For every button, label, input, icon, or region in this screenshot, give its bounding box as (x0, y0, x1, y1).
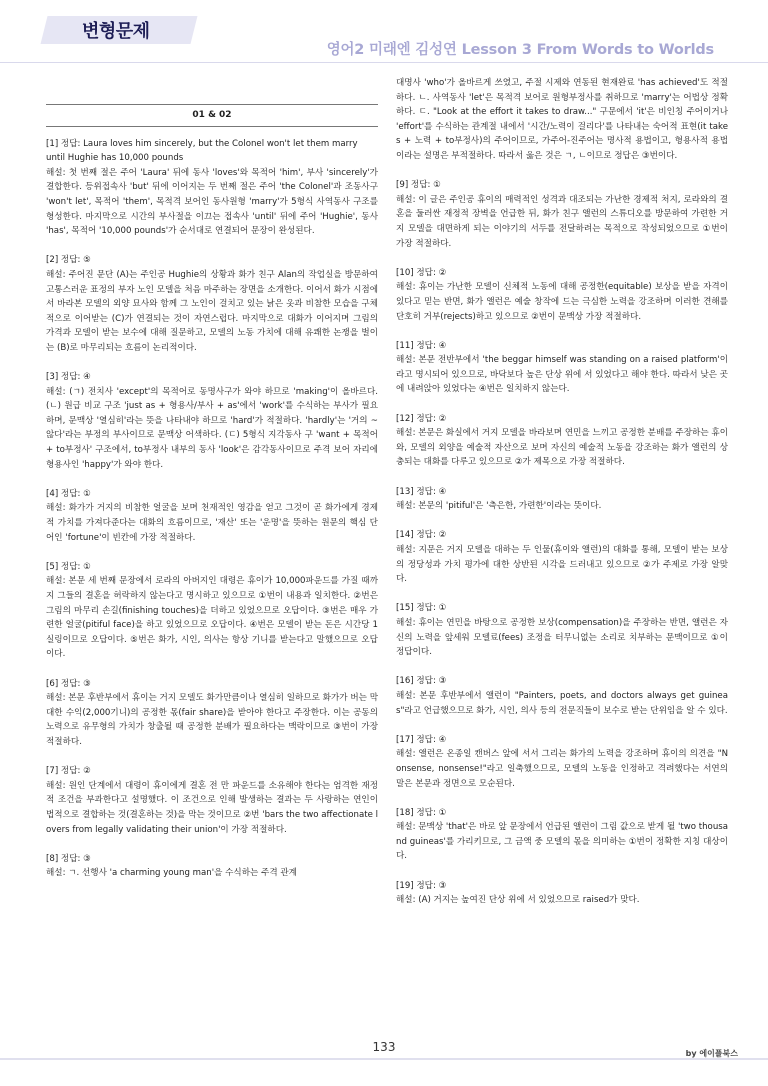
explanation-text: 해설: (A) 거지는 높여진 단상 위에 서 있었으므로 raised가 맞다. (396, 895, 640, 906)
explanation-text: 해설: 지문은 거지 모델을 대하는 두 인물(휴이와 앨런)의 대화를 통해, 모델이 받는 보상의 정당성과 가치 평가에 대한 상반된 시각을 드러내고 있으므로 ②가 주제로 가장 알맞다. (396, 545, 728, 585)
answer-text: [5] 정답: ① (46, 561, 91, 572)
answer-item (46, 560, 378, 662)
header-title: 영어2 미래엔 김성연 Lesson 3 From Words to Worlds (326, 42, 714, 58)
publisher-brand: by 에이플북스 (685, 1049, 738, 1058)
answer-list-left (46, 137, 378, 881)
explanation-text: 해설: 본문은 화실에서 거지 모델을 바라보며 연민을 느끼고 공정한 분배를 주장하는 휴이와, 모델의 외양을 예술적 자산으로 보며 자신의 예술적 노동을 강조하는 화가 앨런의 상충되는 대화를 다루고 있으므로 ②가 제목으로 가장 적절하다. (396, 428, 728, 468)
answer-text: [15] 정답: ① (396, 603, 447, 614)
continued-explanation (396, 76, 728, 164)
answer-text: [12] 정답: ② (396, 413, 447, 424)
header-band (0, 0, 768, 58)
answer-item (396, 485, 728, 514)
answer-text: [16] 정답: ③ (396, 676, 447, 687)
answer-text: [8] 정답: ③ (46, 853, 91, 864)
right-column (396, 76, 728, 922)
answer-item (396, 879, 728, 908)
explanation-text: 해설: 본문 전반부에서 'the beggar himself was standing on a raised platform'이라고 명시되어 있으므로, 바닥보다 높은 단상 위에 서 있었다고 해야 한다. 따라서 낮은 곳에 내려앉아 있었다는 ④번은 일치하지 않는다. (396, 355, 728, 395)
explanation-text: 해설: 본문 후반부에서 앨런이 "Painters, poets, and doctors always get guineas"라고 언급했으므로 화가, 시인, 의사 등의 전문직들이 보수로 받는 단위임을 알 수 있다. (396, 690, 728, 716)
answer-item (46, 137, 378, 239)
answer-item (46, 253, 378, 355)
answer-text: [9] 정답: ① (396, 180, 441, 191)
answer-item (396, 178, 728, 251)
answer-item (396, 339, 728, 397)
answer-text: [7] 정답: ② (46, 766, 91, 777)
answer-text: [19] 정답: ③ (396, 880, 447, 891)
explanation-text: 해설: 본문 세 번째 문장에서 로라의 아버지인 대령은 휴이가 10,000파운드를 가질 때까지 그들의 결혼을 허락하지 않는다고 명시하고 있으므로 ①번이 내용과 일치한다. ②번은 그림의 마무리 손길(finishing touches)을 더하고 있었으므로 오답이다. ③번은 매우 가련한 얼굴(pitiful face)을 하고 있었으므로 오답이다. ④번은 모델이 받는 돈은 시간당 1실링이므로 오답이다. ⑤번은 화가, 시인, 의사는 항상 기니를 받는다고 말했으므로 오답이다. (46, 576, 378, 660)
explanation-text: 해설: ㄱ. 선행사 'a charming young man'을 수식하는 주격 관계 (46, 868, 297, 879)
answer-item (46, 370, 378, 472)
answer-item (396, 601, 728, 659)
header-divider (0, 62, 768, 63)
answer-item (46, 852, 378, 881)
explanation-text: 해설: (ㄱ) 전치사 'except'의 목적어로 동명사구가 와야 하므로 'making'이 올바르다. (ㄴ) 원급 비교 구조 'just as + 형용사/부사 + as'에서 'work'를 수식하는 부사가 필요하며, 문맥상 '열심히'라는 뜻을 나타내야 하므로 'hard'가 적절하다. 'hardly'는 '거의 ~않다'라는 부정의 부사이므로 문맥상 어색하다. (ㄷ) 5형식 지각동사 구 'want + 목적어 + to부정사' 구조에서, to부정사 내부의 동사 'look'은 감각동사이므로 주격 보어 자리에 형용사인 'happy'가 와야 한다. (46, 386, 378, 470)
explanation-text: 해설: 문맥상 'that'은 바로 앞 문장에서 언급된 앨런이 그림 값으로 받게 될 'two thousand guineas'를 가리키므로, 그 금액 중 모델의 몫을 의미하는 ①번이 정확한 지칭 대상이다. (396, 822, 729, 862)
answer-text: [17] 정답: ④ (396, 734, 447, 745)
answer-text: [4] 정답: ① (46, 488, 91, 499)
answer-item (396, 528, 728, 586)
answer-text: [6] 정답: ③ (46, 678, 91, 689)
answer-text: [10] 정답: ② (396, 267, 447, 278)
explanation-text: 해설: 앨런은 온종일 캔버스 앞에 서서 그리는 화가의 노력을 강조하며 휴이의 의견을 "Nonsense, nonsense!"라고 일축했으므로, 모델의 노동을 인정하고 격려했다는 서연의 말은 본문과 정면으로 모순된다. (396, 749, 728, 789)
answer-item (46, 487, 378, 545)
answer-item (396, 806, 728, 864)
explanation-text: 해설: 본문 후반부에서 휴이는 거지 모델도 화가만큼이나 열심히 일하므로 화가가 버는 막대한 수익(2,000기니)의 공정한 몫(fair share)을 받아야 한다고 주장한다. 이는 공동의 노력으로 유무형의 가치가 창출될 때 공정한 분배가 필요하다는 맥락이므로 ③번이 가장 적절하다. (46, 693, 378, 747)
answer-text: [1] 정답: Laura loves him sincerely, but the Colonel won't let them marry until Hughie has 10,000 pounds (46, 138, 358, 164)
answer-item (396, 412, 728, 470)
footer-divider (0, 1058, 768, 1060)
explanation-text: 해설: 화가가 거지의 비참한 얼굴을 보며 천재적인 영감을 얻고 그것이 곧 화가에게 경제적 가치를 가져다준다는 대화의 흐름이므로, '재산' 또는 '운명'을 뜻하는 원문의 핵심 단어인 'fortune'이 빈칸에 가장 적절하다. (46, 503, 378, 543)
answer-item (46, 677, 378, 750)
explanation-text: 해설: 휴이는 가난한 모델이 신체적 노동에 대해 공정한(equitable) 보상을 받을 자격이 있다고 믿는 반면, 화가 앨런은 예술 창작에 드는 극심한 노력을 강조하며 이러한 견해를 단호히 거부(rejects)하고 있으므로 ②번이 문맥상 가장 적절하다. (396, 282, 728, 322)
explanation-text: 해설: 휴이는 연민을 바탕으로 공정한 보상(compensation)을 주장하는 반면, 앨런은 자신의 노력을 앞세워 모델료(fees) 조정을 터무니없는 소리로 치부하는 문맥이므로 ①이 정답이다. (396, 617, 728, 658)
answer-text: [13] 정답: ④ (396, 486, 447, 497)
answer-text: [3] 정답: ④ (46, 372, 91, 383)
answer-item (396, 674, 728, 718)
explanation-text: 해설: 주어진 문단 (A)는 주인공 Hughie의 상황과 화가 친구 Alan의 작업실을 방문하여 고통스러운 표정의 부자 노인 모델을 처음 마주하는 장면을 소개한다. 이어서 화가 시점에서 바라본 모델의 외양 묘사와 함께 그 노인이 걸치고 있는 낡은 옷과 비참한 모습을 구체적으로 이어받는 (C)가 연결되는 것이 자연스럽다. 마지막으로 대화가 이어지며 그림의 가격과 모델이 받는 보수에 대해 질문하고, 모델의 노동 가치에 대해 유쾌한 논쟁을 벌이는 (B)로 마무리되는 흐름이 논리적이다. (46, 269, 378, 353)
answer-text: [11] 정답: ④ (396, 340, 447, 351)
explanation-text: 해설: 이 글은 주인공 휴이의 매력적인 성격과 대조되는 가난한 경제적 처지, 로라와의 결혼을 둘러싼 재정적 장벽을 언급한 뒤, 화가 친구 앨런의 스튜디오를 방문하여 가련한 거지 모델을 대면하게 되는 이야기의 서두를 전달하려는 목적으로 작성되었으므로 ①번이 가장 적절하다. (396, 194, 728, 249)
section-heading: 01 & 02 (46, 104, 378, 127)
explanation-text: 해설: 본문의 'pitiful'은 '측은한, 가련한'이라는 뜻이다. (396, 501, 602, 512)
explanation-text: 해설: 첫 번째 절은 주어 'Laura' 뒤에 동사 'loves'와 목적어 'him', 부사 'sincerely'가 결합한다. 등위접속사 'but' 뒤에 이어지는 두 번째 절은 주어 'the Colonel'과 조동사구 'won't let', 목적어 'them', 목적격 보어인 동사원형 'marry'가 5형식 사역동사 구조를 형성한다. 마지막으로 시간의 부사절을 이끄는 접속사 'until' 뒤에 주어 'Hughie', 동사 'has', 목적어 '10,000 pounds'가 순서대로 연결되어 문장이 완성된다. (46, 167, 378, 237)
answer-item (46, 764, 378, 837)
page-number: 133 (372, 1040, 396, 1054)
explanation-text: 대명사 'who'가 올바르게 쓰였고, 주절 시제와 연동된 현재완료 'has achieved'도 적절하다. ㄴ. 사역동사 'let'은 목적격 보어로 원형부정사를 취하므로 'marry'는 어법상 정확하다. ㄷ. "Look at the effort it takes to draw..." 구문에서 'it'은 비인칭 주어이거나 'effort'를 수식하는 관계절 내에서 '시간/노력이 걸리다'를 나타내는 숙어적 표현(it takes + 노력 + to부정사)의 주어이므로, 가주어-진주어는 명사적 용법이고, 형용사적 용법 이라는 설명은 부적절하다. 따라서 옳은 것은 ㄱ, ㄴ이므로 정답은 ③번이다. (396, 78, 728, 161)
answer-list-right (396, 178, 728, 908)
answer-text: [18] 정답: ① (396, 807, 447, 818)
explanation-text: 해설: 원인 단계에서 대령이 휴이에게 결혼 전 만 파운드를 소유해야 한다는 엄격한 재정적 조건을 부과한다고 설명했다. 이 조건으로 인해 발생하는 결과는 두 사랑하는 연인이 법적으로 결합하는 것(결혼하는 것)을 막는 것이므로 ②번 'bars the two affectionate lovers from legally validating their union'이 가장 적절하다. (46, 780, 378, 835)
answer-text: [14] 정답: ② (396, 530, 447, 541)
header-badge: 변형문제 (82, 21, 150, 42)
answer-text: [2] 정답: ⑤ (46, 255, 91, 266)
left-column (46, 104, 378, 895)
answer-item (396, 266, 728, 324)
answer-item (396, 733, 728, 791)
